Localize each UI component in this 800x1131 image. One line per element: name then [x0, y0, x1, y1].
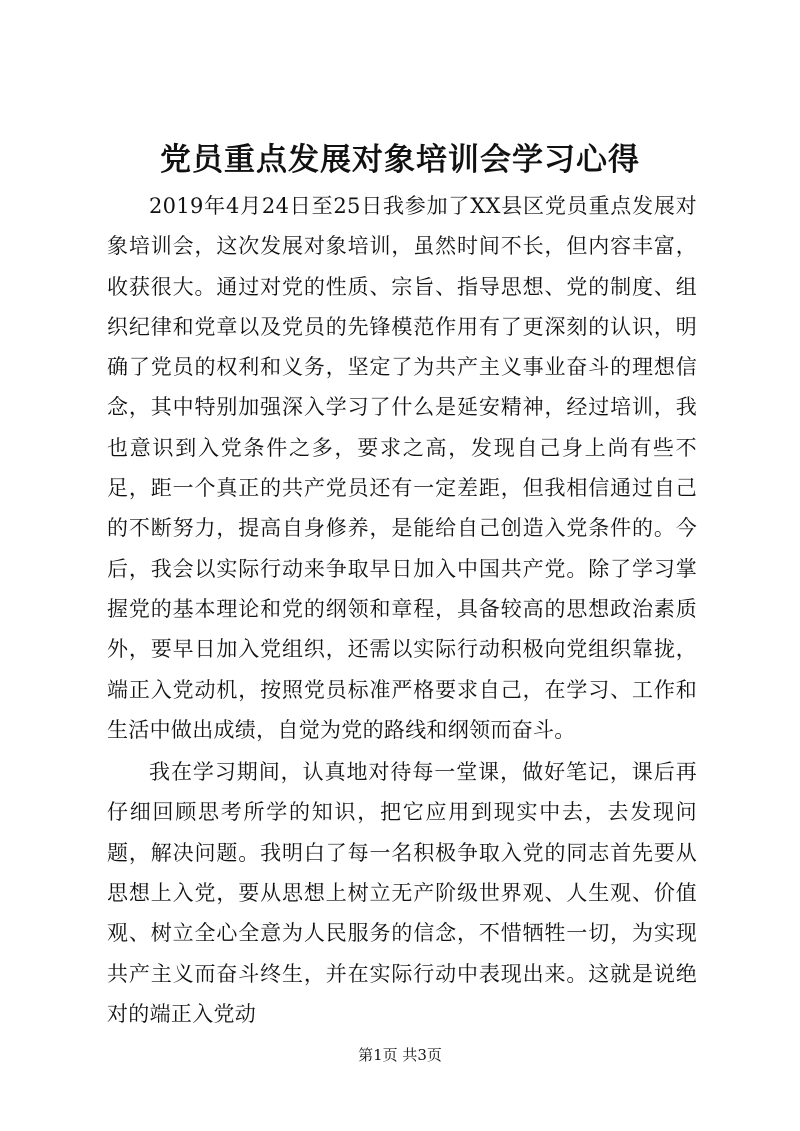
document-body	[107, 186, 697, 1034]
document-title: 党员重点发展对象培训会学习心得	[160, 142, 640, 178]
page-number-footer: 第1页 共3页	[358, 1046, 442, 1064]
paragraph-1: 2019年4月24日至25日我参加了XX县区党员重点发展对象培训会，这次发展对象培训，虽然时间不长，但内容丰富，收获很大。通过对党的性质、宗旨、指导思想、党的制度、组织纪律和党章以及党员的先锋模范作用有了更深刻的认识，明确了党员的权利和义务，坚定了为共产主义事业奋斗的理想信念，其中特别加强深入学习了什么是延安精神，经过培训，我也意识到入党条件之多，要求之高，发现自己身上尚有些不足，距一个真正的共产党员还有一定差距，但我相信通过自己的不断努力，提高自身修养，是能给自己创造入党条件的。今后，我会以实际行动来争取早日加入中国共产党。除了学习掌握党的基本理论和党的纲领和章程，具备较高的思想政治素质外，要早日加入党组织，还需以实际行动积极向党组织靠拢，端正入党动机，按照党员标准严格要求自己，在学习、工作和生活中做出成绩，自觉为党的路线和纲领而奋斗。	[107, 194, 697, 742]
paragraph-2: 我在学习期间，认真地对待每一堂课，做好笔记，课后再仔细回顾思考所学的知识，把它应用到现实中去，去发现问题，解决问题。我明白了每一名积极争取入党的同志首先要从思想上入党，要从思想上树立无产阶级世界观、人生观、价值观、树立全心全意为人民服务的信念，不惜牺牲一切，为实现共产主义而奋斗终生，并在实际行动中表现出来。这就是说绝对的端正入党动	[107, 760, 697, 1026]
